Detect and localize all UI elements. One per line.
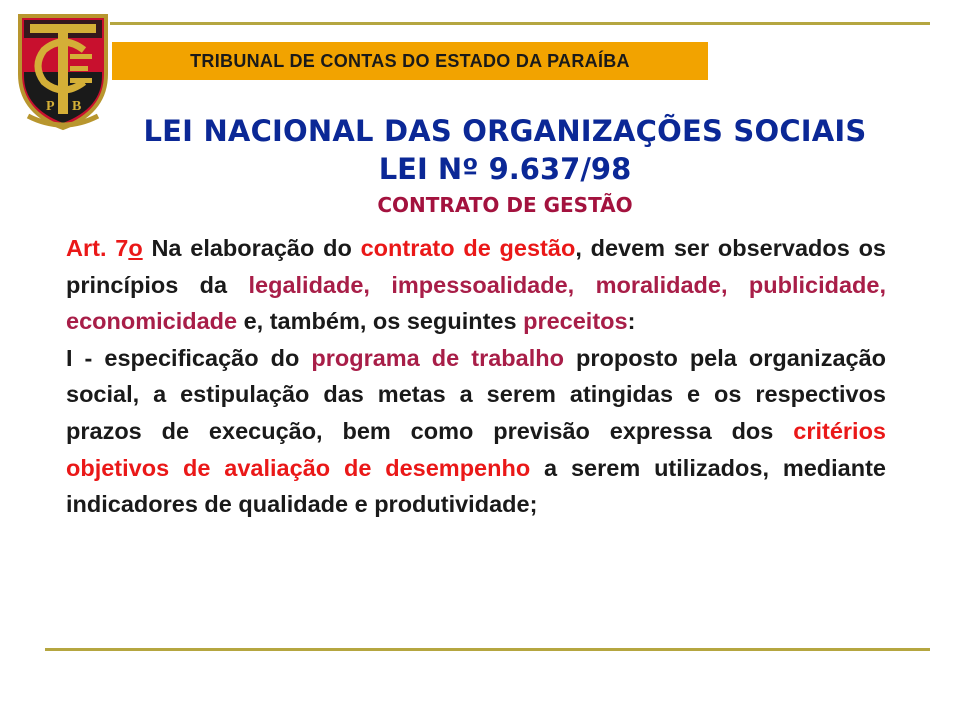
organization-name: TRIBUNAL DE CONTAS DO ESTADO DA PARAÍBA: [190, 50, 630, 71]
highlight-criterios: critérios objetivos de avaliação de desempenho: [66, 417, 886, 481]
article-body: [66, 230, 886, 523]
article-text-3: e, também, os seguintes: [237, 308, 524, 335]
highlight-contrato-de-gestao: contrato de gestão: [360, 235, 576, 261]
article-prefix: Art. 7: [66, 235, 129, 261]
article-text-4: :: [627, 308, 636, 335]
law-number: LEI Nº 9.637/98: [378, 152, 632, 186]
item-1-text-2: proposto pela organização social, a estipulação das metas a serem atingidas e os respectivos prazos de execução, bem como previsão expressa dos: [66, 344, 887, 444]
svg-text:B: B: [72, 99, 82, 114]
title-block: [60, 112, 950, 220]
article-text-2: , devem ser observados os princípios da: [66, 235, 886, 298]
article-text-1: Na elaboração do: [142, 235, 361, 261]
highlight-programa-de-trabalho: programa de trabalho: [311, 344, 564, 371]
bottom-rule: [45, 648, 930, 651]
article-7-paragraph: [66, 230, 886, 340]
top-rule: [110, 22, 930, 25]
article-ordinal: o: [128, 235, 143, 261]
item-1-text-3: a serem utilizados, mediante indicadores de qualidade e produtividade;: [66, 454, 886, 518]
item-1-text-1: I - especificação do: [66, 344, 312, 371]
section-subtitle: CONTRATO DE GESTÃO: [377, 193, 633, 217]
item-1-paragraph: [66, 340, 886, 523]
highlight-principles: legalidade, impessoalidade, moralidade, publicidade, economicidade: [66, 271, 886, 335]
highlight-preceitos: preceitos: [523, 308, 628, 335]
organization-banner: [112, 42, 708, 80]
svg-text:P: P: [46, 99, 55, 114]
page-title: LEI NACIONAL DAS ORGANIZAÇÕES SOCIAIS: [143, 114, 867, 148]
